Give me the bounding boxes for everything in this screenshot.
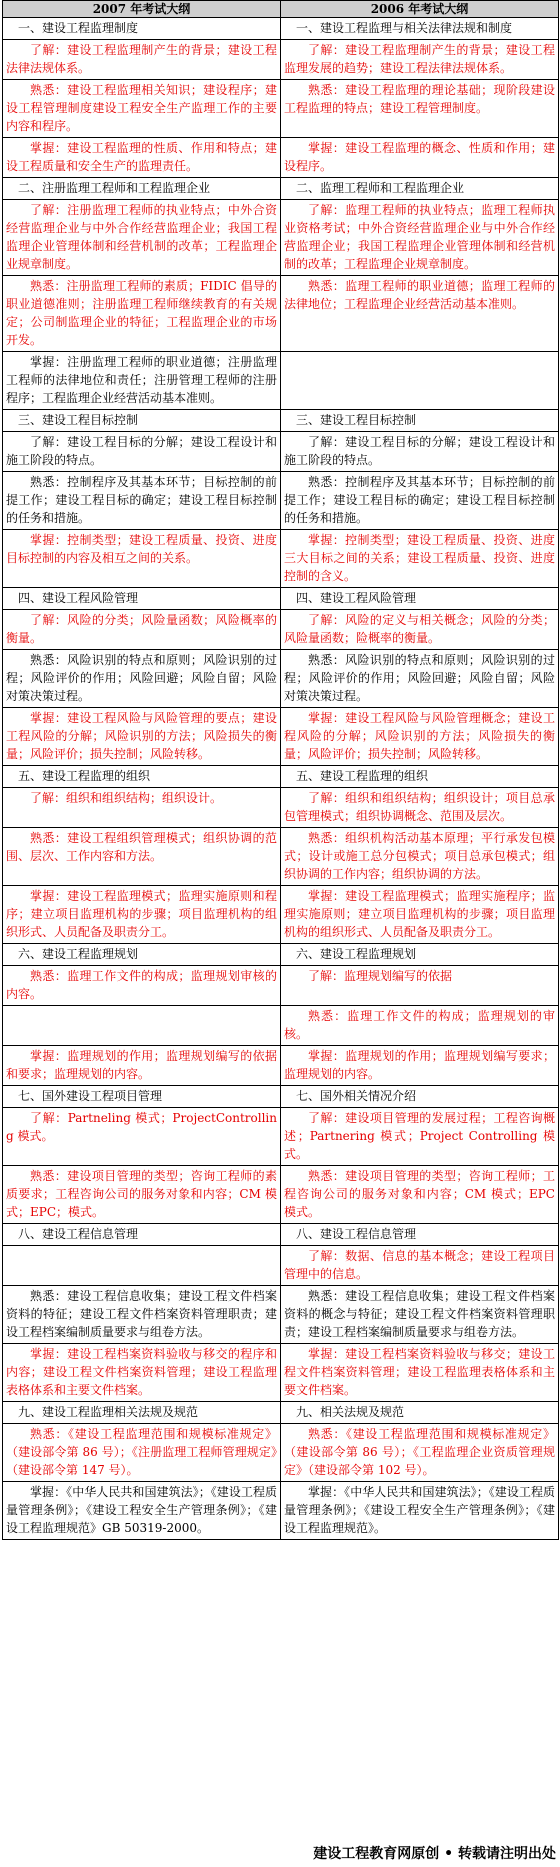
cell-text: 六、建设工程监理规划 (296, 947, 417, 961)
cell-text: 四、建设工程风险管理 (296, 591, 417, 605)
outline-comparison-table (2, 0, 559, 1540)
cell-text: 掌握：建设工程监理的概念、性质和作用；建设程序。 (284, 141, 555, 173)
cell-text: 八、建设工程信息管理 (18, 1227, 139, 1241)
cell-2006 (281, 1344, 559, 1402)
cell-text: 九、相关法规及规范 (296, 1405, 405, 1419)
table-row (3, 708, 559, 766)
cell-text: 了解：建设工程监理制产生的背景；建设工程法律法规体系。 (6, 43, 277, 75)
cell-text: 掌握：建设工程监理模式；监理实施程序；监理实施原则；建立项目监理机构的步骤；项目监理机构的组织形式、人员配备及职责分工。 (284, 889, 555, 939)
cell-text: 一、建设工程监理制度 (18, 21, 139, 35)
cell-2007 (3, 1046, 281, 1086)
cell-text: 掌握：建设工程监理模式；监理实施原则和程序；建立项目监理机构的步骤；项目监理机构的组织形式、人员配备及职责分工。 (6, 889, 277, 939)
cell-2006 (281, 410, 559, 432)
table-body (3, 18, 559, 1540)
cell-text: 了解：Partneling 模式；ProjectControlling 模式。 (6, 1111, 277, 1143)
cell-text: 熟悉：控制程序及其基本环节；目标控制的前提工作；建设工程目标的确定；建设工程目标控制的任务和措施。 (6, 475, 277, 525)
cell-text: 熟悉：《建设工程监理范围和规模标准规定》（建设部令第 86 号）；《工程监理企业资质管理规定》（建设部令第 102 号）。 (284, 1427, 555, 1477)
cell-2007 (3, 708, 281, 766)
cell-text: 一、建设工程监理与相关法律法规和制度 (296, 21, 513, 35)
cell-2007 (3, 1108, 281, 1166)
cell-2007 (3, 1086, 281, 1108)
cell-text: 熟悉：监理工作文件的构成；监理规划审核的内容。 (6, 969, 277, 1001)
cell-2006 (281, 178, 559, 200)
cell-text: 了解：组织和组织结构；组织设计。 (30, 791, 223, 805)
cell-2007 (3, 966, 281, 1006)
cell-2006 (281, 1246, 559, 1286)
cell-2007 (3, 352, 281, 410)
table-row (3, 200, 559, 276)
cell-2007 (3, 1224, 281, 1246)
cell-2007 (3, 138, 281, 178)
cell-text: 熟悉：注册监理工程师的素质；FIDIC 倡导的职业道德准则；注册监理工程师继续教育的有关规定；公司制监理企业的特征；工程监理企业的市场开发。 (6, 279, 277, 347)
table-row (3, 1246, 559, 1286)
cell-2006 (281, 828, 559, 886)
cell-2007 (3, 944, 281, 966)
cell-2007 (3, 40, 281, 80)
cell-2006 (281, 1286, 559, 1344)
table-row (3, 788, 559, 828)
cell-text: 熟悉：监理工程师的职业道德；监理工程师的法律地位；工程监理企业经营活动基本准则。 (284, 279, 555, 311)
table-row (3, 1006, 559, 1046)
table-row (3, 1286, 559, 1344)
table-row (3, 610, 559, 650)
cell-2006 (281, 944, 559, 966)
table-row (3, 650, 559, 708)
cell-2006 (281, 40, 559, 80)
cell-2006 (281, 1108, 559, 1166)
section-heading-row (3, 178, 559, 200)
cell-2007 (3, 276, 281, 352)
section-heading-row (3, 18, 559, 40)
cell-2007 (3, 766, 281, 788)
cell-text: 六、建设工程监理规划 (18, 947, 139, 961)
cell-text: 熟悉：控制程序及其基本环节；目标控制的前提工作；建设工程目标的确定；建设工程目标控制的任务和措施。 (284, 475, 555, 525)
cell-text: 掌握：建设工程监理的性质、作用和特点；建设工程质量和安全生产的监理责任。 (6, 141, 277, 173)
cell-text: 掌握：监理规划的作用；监理规划编写的依据和要求；监理规划的内容。 (6, 1049, 277, 1081)
cell-2006 (281, 432, 559, 472)
cell-text: 掌握：建设工程风险与风险管理的要点；建设工程风险的分解；风险识别的方法；风险损失的衡量；风险评价；损失控制；风险转移。 (6, 711, 277, 761)
cell-2007 (3, 588, 281, 610)
cell-2006 (281, 530, 559, 588)
cell-2007 (3, 1482, 281, 1540)
cell-2007 (3, 788, 281, 828)
cell-2006 (281, 352, 559, 410)
cell-2006 (281, 472, 559, 530)
cell-text: 了解：建设项目管理的发展过程；工程咨询概述；Partnering 模式；Project Controlling 模式。 (284, 1111, 555, 1161)
table-row (3, 828, 559, 886)
cell-text: 了解：数据、信息的基本概念；建设工程项目管理中的信息。 (284, 1249, 555, 1281)
cell-2006 (281, 886, 559, 944)
cell-2006 (281, 966, 559, 1006)
cell-text: 熟悉：建设项目管理的类型；咨询工程师的素质要求；工程咨询公司的服务对象和内容；CM 模式；EPC；模式。 (6, 1169, 277, 1219)
footer-notice: 建设工程教育网原创 • 转载请注明出处 (313, 1846, 556, 1862)
cell-text: 了解：建设工程监理制产生的背景；建设工程监理发展的趋势；建设工程法律法规体系。 (284, 43, 555, 75)
section-heading-row (3, 1086, 559, 1108)
cell-text: 熟悉：组织机构活动基本原理；平行承发包模式；设计或施工总分包模式；项目总承包模式；组织协调的工作内容；组织协调的方法。 (284, 831, 555, 881)
cell-text: 二、监理工程师和工程监理企业 (296, 181, 465, 195)
table-row (3, 352, 559, 410)
table-header-row (3, 1, 559, 18)
cell-2007 (3, 18, 281, 40)
header-2007: 2007 年考试大纲 (3, 1, 281, 18)
cell-text: 掌握：控制类型；建设工程质量、投资、进度目标控制的内容及相互之间的关系。 (6, 533, 277, 565)
cell-text: 七、国外建设工程项目管理 (18, 1089, 163, 1103)
section-heading-row (3, 1402, 559, 1424)
cell-text: 熟悉：建设工程组织管理模式；组织协调的范围、层次、工作内容和方法。 (6, 831, 277, 863)
cell-2007 (3, 432, 281, 472)
cell-2007 (3, 610, 281, 650)
table-row (3, 276, 559, 352)
cell-text: 熟悉：建设工程监理相关知识；建设程序；建设工程管理制度建设工程安全生产监理工作的主要内容和程序。 (6, 83, 277, 133)
cell-text: 熟悉：建设工程信息收集；建设工程文件档案资料的概念与特征；建设工程文件档案资料管理职责；建设工程档案编制质量要求与组卷方法。 (284, 1289, 555, 1339)
cell-2006 (281, 18, 559, 40)
cell-2006 (281, 138, 559, 178)
cell-text: 熟悉：建设工程信息收集；建设工程文件档案资料的特征；建设工程文件档案资料管理职责；建设工程档案编制质量要求与组卷方法。 (6, 1289, 277, 1339)
table-row (3, 1046, 559, 1086)
cell-2006 (281, 1086, 559, 1108)
cell-text: 三、建设工程目标控制 (296, 413, 417, 427)
cell-2007 (3, 1006, 281, 1046)
cell-2006 (281, 650, 559, 708)
header-2006: 2006 年考试大纲 (281, 1, 559, 18)
table-row (3, 1166, 559, 1224)
table-row (3, 886, 559, 944)
table-row (3, 472, 559, 530)
table-row (3, 966, 559, 1006)
cell-text: 了解：组织和组织结构；组织设计；项目总承包管理模式；组织协调概念、范围及层次。 (284, 791, 555, 823)
cell-text: 熟悉：监理工作文件的构成；监理规划的审核。 (284, 1009, 555, 1041)
cell-text: 熟悉：风险识别的特点和原则；风险识别的过程；风险评价的作用；风险回避；风险自留；风险对策决策过程。 (6, 653, 277, 703)
cell-2007 (3, 80, 281, 138)
table-row (3, 530, 559, 588)
cell-2007 (3, 200, 281, 276)
cell-text: 四、建设工程风险管理 (18, 591, 139, 605)
cell-text: 掌握：注册监理工程师的职业道德；注册监理工程师的法律地位和责任；注册管理工程师的注册程序；工程监理企业经营活动基本准则。 (6, 355, 277, 405)
cell-2006 (281, 788, 559, 828)
section-heading-row (3, 944, 559, 966)
cell-text: 熟悉：风险识别的特点和原则；风险识别的过程；风险评价的作用；风险回避；风险自留；风险对策决策过程。 (284, 653, 555, 703)
cell-2007 (3, 1246, 281, 1286)
section-heading-row (3, 410, 559, 432)
cell-text: 二、注册监理工程师和工程监理企业 (18, 181, 211, 195)
cell-2007 (3, 410, 281, 432)
cell-2007 (3, 1286, 281, 1344)
cell-2007 (3, 1344, 281, 1402)
cell-2006 (281, 1402, 559, 1424)
cell-2006 (281, 1046, 559, 1086)
cell-text: 了解：建设工程目标的分解；建设工程设计和施工阶段的特点。 (6, 435, 277, 467)
cell-text: 了解：注册监理工程师的执业特点；中外合资经营监理企业与中外合作经营监理企业；我国工程监理企业管理体制和经营机制的改革；工程监理企业规章制度。 (6, 203, 277, 271)
cell-2007 (3, 178, 281, 200)
cell-2006 (281, 1224, 559, 1246)
cell-2007 (3, 650, 281, 708)
cell-2006 (281, 1006, 559, 1046)
cell-2006 (281, 708, 559, 766)
cell-text: 八、建设工程信息管理 (296, 1227, 417, 1241)
cell-2007 (3, 1424, 281, 1482)
cell-text: 了解：建设工程目标的分解；建设工程设计和施工阶段的特点。 (284, 435, 555, 467)
table-row (3, 1482, 559, 1540)
cell-2007 (3, 1166, 281, 1224)
cell-text: 掌握：《中华人民共和国建筑法》；《建设工程质量管理条例》；《建设工程安全生产管理条例》；《建设工程监理规范》GB 50319-2000。 (6, 1485, 277, 1535)
cell-text: 熟悉：建设项目管理的类型；咨询工程师；工程咨询公司的服务对象和内容；CM 模式；EPC 模式。 (284, 1169, 555, 1219)
cell-2007 (3, 886, 281, 944)
cell-2006 (281, 1424, 559, 1482)
cell-text: 了解：监理规划编写的依据 (308, 969, 453, 983)
section-heading-row (3, 766, 559, 788)
table-row (3, 40, 559, 80)
cell-text: 掌握：《中华人民共和国建筑法》；《建设工程质量管理条例》；《建设工程安全生产管理条例》；《建设工程监理规范》。 (284, 1485, 555, 1535)
table-row (3, 1108, 559, 1166)
cell-2006 (281, 766, 559, 788)
table-row (3, 1424, 559, 1482)
section-heading-row (3, 588, 559, 610)
cell-text: 了解：监理工程师的执业特点；监理工程师执业资格考试；中外合资经营监理企业与中外合作经营监理企业；我国工程监理企业管理体制和经营机制的改革；工程监理企业规章制度。 (284, 203, 555, 271)
cell-2007 (3, 1402, 281, 1424)
cell-text: 了解：风险的分类；风险量函数；风险概率的衡量。 (6, 613, 277, 645)
cell-text: 熟悉：《建设工程监理范围和规模标准规定》（建设部令第 86 号）；《注册监理工程师管理规定》（建设部令第 147 号）。 (6, 1427, 277, 1477)
cell-text: 三、建设工程目标控制 (18, 413, 139, 427)
cell-2006 (281, 1166, 559, 1224)
cell-2006 (281, 1482, 559, 1540)
cell-text: 九、建设工程监理相关法规及规范 (18, 1405, 199, 1419)
cell-2007 (3, 828, 281, 886)
cell-text: 五、建设工程监理的组织 (296, 769, 429, 783)
cell-text: 掌握：控制类型；建设工程质量、投资、进度三大目标之间的关系；建设工程质量、投资、进度控制的含义。 (284, 533, 555, 583)
cell-2006 (281, 200, 559, 276)
cell-text: 熟悉：建设工程监理的理论基础；现阶段建设工程监理的特点；建设工程管理制度。 (284, 83, 555, 115)
cell-text: 掌握：建设工程档案资料验收与移交的程序和内容；建设工程文件档案资料管理；建设工程监理表格体系和主要文件档案。 (6, 1347, 277, 1397)
cell-2007 (3, 530, 281, 588)
cell-2007 (3, 472, 281, 530)
cell-text: 掌握：建设工程档案资料验收与移交；建设工程文件档案资料管理；建设工程监理表格体系和主要文件档案。 (284, 1347, 555, 1397)
section-heading-row (3, 1224, 559, 1246)
cell-2006 (281, 588, 559, 610)
cell-text: 掌握：建设工程风险与风险管理概念；建设工程风险的分解；风险识别的方法；风险损失的衡量；风险评价；损失控制；风险转移。 (284, 711, 555, 761)
cell-text: 了解：风险的定义与相关概念；风险的分类；风险量函数；险概率的衡量。 (284, 613, 555, 645)
cell-text: 五、建设工程监理的组织 (18, 769, 151, 783)
cell-text: 掌握：监理规划的作用；监理规划编写要求；监理规划的内容。 (284, 1049, 555, 1081)
cell-text: 七、国外相关情况介绍 (296, 1089, 417, 1103)
cell-2006 (281, 276, 559, 352)
table-row (3, 1344, 559, 1402)
cell-2006 (281, 610, 559, 650)
table-row (3, 432, 559, 472)
table-row (3, 138, 559, 178)
table-row (3, 80, 559, 138)
cell-2006 (281, 80, 559, 138)
